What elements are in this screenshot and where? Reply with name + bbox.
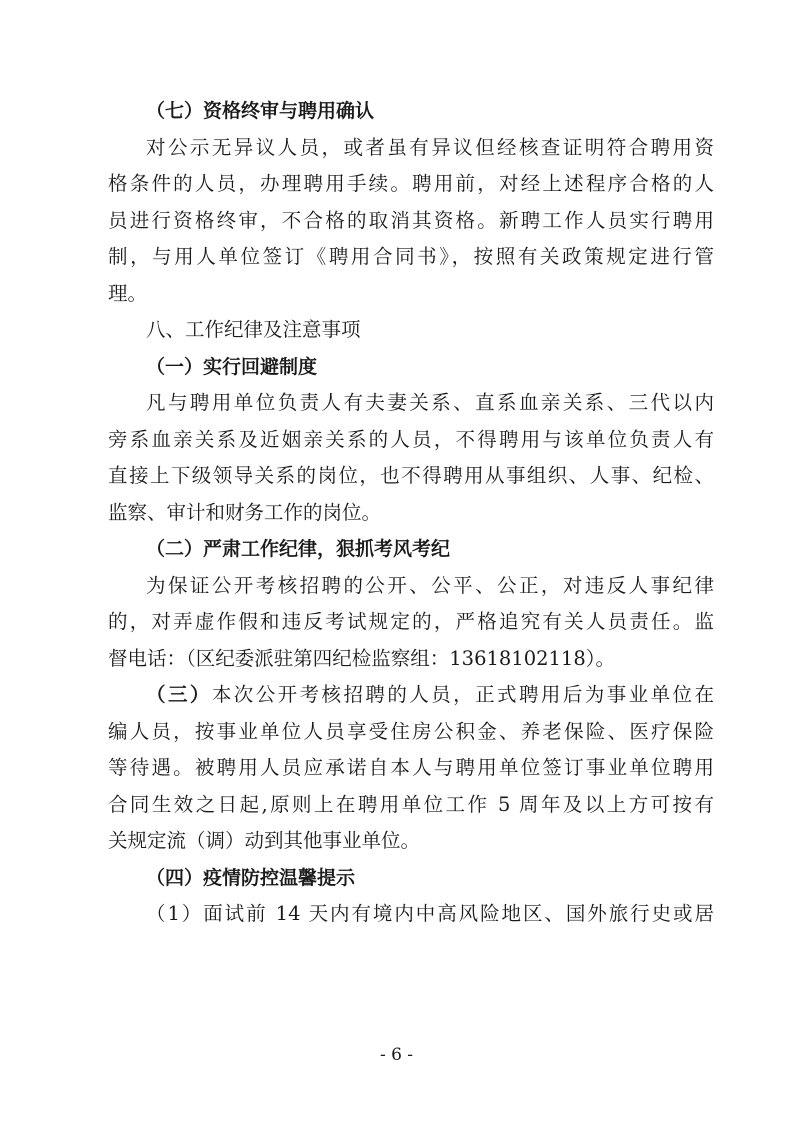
paragraph-line: 理。 [108, 281, 148, 305]
paragraph-line: 直接上下级领导关系的岗位，也不得聘用从事组织、人事、纪检、 [108, 464, 714, 487]
section-title: 八、工作纪律及注意事项 [146, 318, 361, 341]
paragraph-line: （1）面试前 14 天内有境内中高风险地区、国外旅行史或居 [146, 902, 714, 925]
paragraph-line: 格条件的人员，办理聘用手续。聘用前，对经上述程序合格的人 [108, 172, 714, 195]
paragraph-line: 为保证公开考核招聘的公开、公平、公正，对违反人事纪律 [146, 573, 714, 597]
paragraph-line: 督电话：（区纪委派驻第四纪检监察组：13618102118）。 [108, 646, 615, 670]
paragraph-line: 合同生效之日起,原则上在聘用单位工作 5 周年及以上方可按有 [108, 792, 714, 816]
document-body [108, 93, 714, 933]
section-heading: （四）疫情防控温馨提示 [146, 866, 356, 889]
paragraph-line: 编人员，按事业单位人员享受住房公积金、养老保险、医疗保险 [108, 719, 714, 743]
paragraph-line: 对公示无异议人员，或者虽有异议但经核查证明符合聘用资 [146, 135, 714, 159]
paragraph-text: 本次公开考核招聘的人员，正式聘用后为事业单位在 [211, 683, 714, 706]
section-heading: （二）严肃工作纪律，狠抓考风考纪 [146, 538, 451, 560]
paragraph-line: 旁系血亲关系及近姻亲关系的人员，不得聘用与该单位负责人有 [108, 427, 714, 451]
paragraph-line: 凡与聘用单位负责人有夫妻关系、直系血亲关系、三代以内 [146, 391, 714, 414]
paragraph-line: 等待遇。被聘用人员应承诺自本人与聘用单位签订事业单位聘用 [108, 756, 714, 779]
paragraph-line: 的，对弄虚作假和违反考试规定的，严格追究有关人员责任。监 [108, 610, 714, 633]
paragraph-line: 监察、审计和财务工作的岗位。 [108, 500, 382, 524]
section-heading: （一）实行回避制度 [146, 355, 318, 378]
paragraph-line [146, 677, 714, 714]
paragraph-line: 关规定流（调）动到其他事业单位。 [108, 829, 421, 852]
section-heading: （七）资格终审与聘用确认 [146, 100, 375, 122]
page-number: - 6 - [379, 1045, 414, 1065]
inline-heading: （三） [146, 683, 212, 706]
paragraph-line: 员进行资格终审，不合格的取消其资格。新聘工作人员实行聘用 [108, 208, 714, 232]
paragraph-line: 制，与用人单位签订《聘用合同书》，按照有关政策规定进行管 [108, 245, 714, 268]
